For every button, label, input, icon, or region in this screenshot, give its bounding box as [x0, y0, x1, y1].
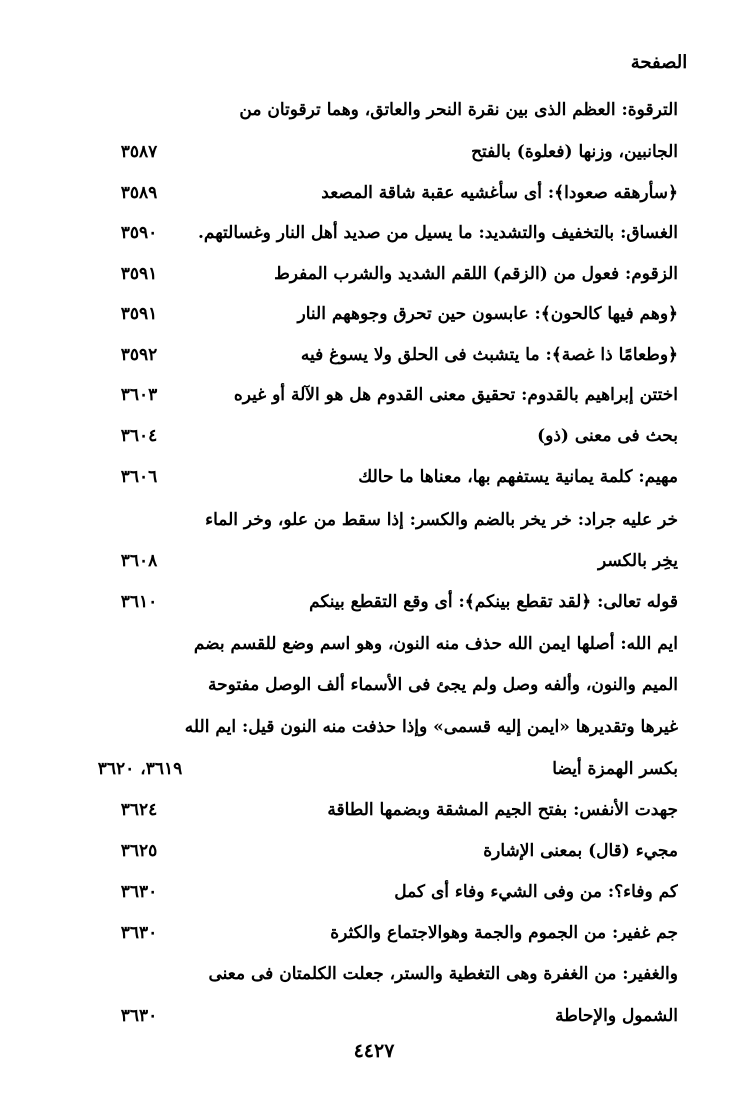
entry-page-number: ٣٦٢٤: [120, 800, 158, 820]
entry-text-line: الترقوة: العظم الذى بين نقرة النحر والعاتق، وهما ترقوتان من: [239, 100, 678, 120]
entry-page-number: ٣٦١٩، ٣٦٢٠: [97, 759, 183, 779]
entry-page-number: ٣٥٨٩: [120, 183, 158, 203]
entry-text-line: خر عليه جراد: خر يخر بالضم والكسر: إذا سقط من علو، وخر الماء: [205, 510, 678, 530]
entry-text-line: بكسر الهمزة أيضا: [552, 759, 678, 779]
entry-text-line: بحث فى معنى (ذو): [537, 426, 678, 446]
entry-text-line: مجيء (قال) بمعنى الإشارة: [483, 841, 678, 861]
entry-page-number: ٣٦٢٥: [120, 841, 158, 861]
entry-page-number: ٣٥٩٢: [120, 345, 158, 365]
entry-page-number: ٣٦٠٨: [120, 551, 158, 571]
entry-text-line: ﴿سأرهقه صعودا﴾: أى سأغشيه عقبة شاقة المصعد: [321, 183, 678, 203]
entry-text-line: اختتن إبراهيم بالقدوم: تحقيق معنى القدوم هل هو الآلة أو غيره: [233, 385, 678, 405]
entry-text-line: ﴿وطعامًا ذا غصة﴾: ما يتشبث فى الحلق ولا يسوغ فيه: [300, 345, 678, 365]
entry-text-line: الميم والنون، وألفه وصل ولم يجئ فى الأسماء ألف الوصل مفتوحة: [208, 675, 678, 695]
entry-text-line: مهيم: كلمة يمانية يستفهم بها، معناها ما حالك: [358, 467, 678, 487]
entry-page-number: ٣٦٠٦: [120, 467, 158, 487]
entry-page-number: ٣٦٣٠: [120, 923, 158, 943]
entry-page-number: ٣٦٣٠: [120, 1006, 158, 1026]
entry-text-line: ﴿وهم فيها كالحون﴾: عابسون حين تحرق وجوههم النار: [297, 304, 678, 324]
entry-page-number: ٣٥٩١: [120, 304, 158, 324]
page-column-heading: الصفحة: [630, 52, 688, 73]
entry-text-line: جهدت الأنفس: بفتح الجيم المشقة وبضمها الطاقة: [327, 800, 678, 820]
entry-page-number: ٣٥٨٧: [120, 142, 158, 162]
entry-page-number: ٣٥٩١: [120, 264, 158, 284]
entry-text-line: والغفير: من الغفرة وهى التغطية والستر، جعلت الكلمتان فى معنى: [208, 964, 678, 984]
entry-text-line: الغساق: بالتخفيف والتشديد: ما يسيل من صديد أهل النار وغسالتهم.: [197, 223, 678, 243]
entry-page-number: ٣٦٠٣: [120, 385, 158, 405]
entry-text-line: الشمول والإحاطة: [555, 1006, 678, 1026]
entry-text-line: الجانبين، وزنها (فعلوة) بالفتح: [471, 142, 678, 162]
entry-text-line: الزقوم: فعول من (الزقم) اللقم الشديد والشرب المفرط: [274, 264, 678, 284]
entry-text-line: ايم الله: أصلها ايمن الله حذف منه النون، وهو اسم وضع للقسم بضم: [193, 634, 678, 654]
entry-text-line: جم غفير: من الجموم والجمة وهوالاجتماع والكثرة: [330, 923, 678, 943]
entry-page-number: ٣٦١٠: [120, 592, 158, 612]
entry-page-number: ٣٥٩٠: [120, 223, 158, 243]
entry-text-line: قوله تعالى: ﴿لقد تقطع بينكم﴾: أى وقع التقطع بينكم: [309, 592, 678, 612]
entry-text-line: كم وفاء؟: من وفى الشيء وفاء أى كمل: [394, 882, 678, 902]
folio-page-number: ٤٤٢٧: [353, 1040, 395, 1062]
entry-text-line: غيرها وتقديرها «ايمن إليه قسمى» وإذا حذفت منه النون قيل: ايم الله: [184, 717, 678, 737]
entry-text-line: يخِر بالكسر: [597, 551, 678, 571]
entry-page-number: ٣٦٠٤: [120, 426, 158, 446]
entry-page-number: ٣٦٣٠: [120, 882, 158, 902]
